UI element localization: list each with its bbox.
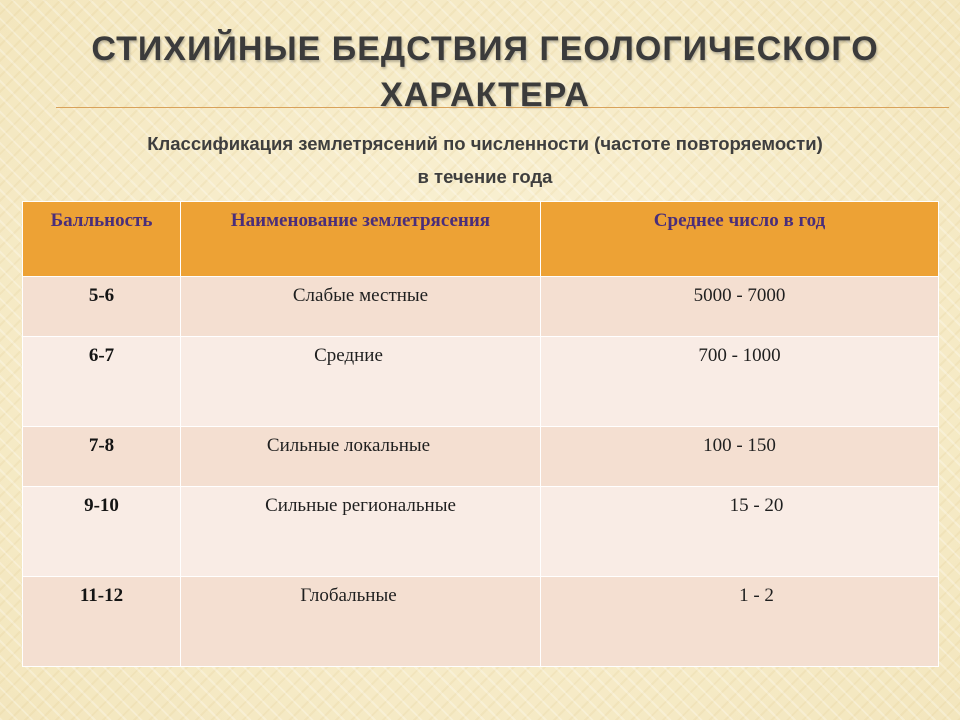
table-row: [23, 427, 939, 487]
cell-name: Средние: [181, 337, 541, 427]
cell-count: 15 - 20: [541, 487, 939, 577]
cell-name: Слабые местные: [181, 277, 541, 337]
table-row: [23, 337, 939, 427]
cell-grade: 5-6: [23, 277, 181, 337]
table-row: [23, 577, 939, 667]
header-name: Наименование землетрясения: [181, 202, 541, 277]
header-count: Среднее число в год: [541, 202, 939, 277]
cell-grade: 11-12: [23, 577, 181, 667]
slide-title: [40, 26, 930, 118]
cell-name: Сильные региональные: [181, 487, 541, 577]
cell-grade: 7-8: [23, 427, 181, 487]
table-row: [23, 277, 939, 337]
slide-title-line-1: СТИХИЙНЫЕ БЕДСТВИЯ ГЕОЛОГИЧЕСКОГО: [91, 30, 879, 68]
cell-name: Глобальные: [181, 577, 541, 667]
cell-count: 100 - 150: [541, 427, 939, 487]
cell-grade: 6-7: [23, 337, 181, 427]
slide-title-line-2: ХАРАКТЕРА: [380, 76, 590, 114]
header-grade: Балльность: [23, 202, 181, 277]
table-caption-line-2: в течение года: [417, 166, 553, 187]
cell-count: 5000 - 7000: [541, 277, 939, 337]
cell-count: 700 - 1000: [541, 337, 939, 427]
title-divider: [56, 107, 949, 108]
earthquake-classification-table: [22, 201, 939, 667]
table-row: [23, 487, 939, 577]
table-caption: [30, 127, 940, 193]
cell-name: Сильные локальные: [181, 427, 541, 487]
cell-grade: 9-10: [23, 487, 181, 577]
table-caption-line-1: Классификация землетрясений по численности (частоте повторяемости): [147, 133, 823, 154]
table-header-row: [23, 202, 939, 277]
cell-count: 1 - 2: [541, 577, 939, 667]
